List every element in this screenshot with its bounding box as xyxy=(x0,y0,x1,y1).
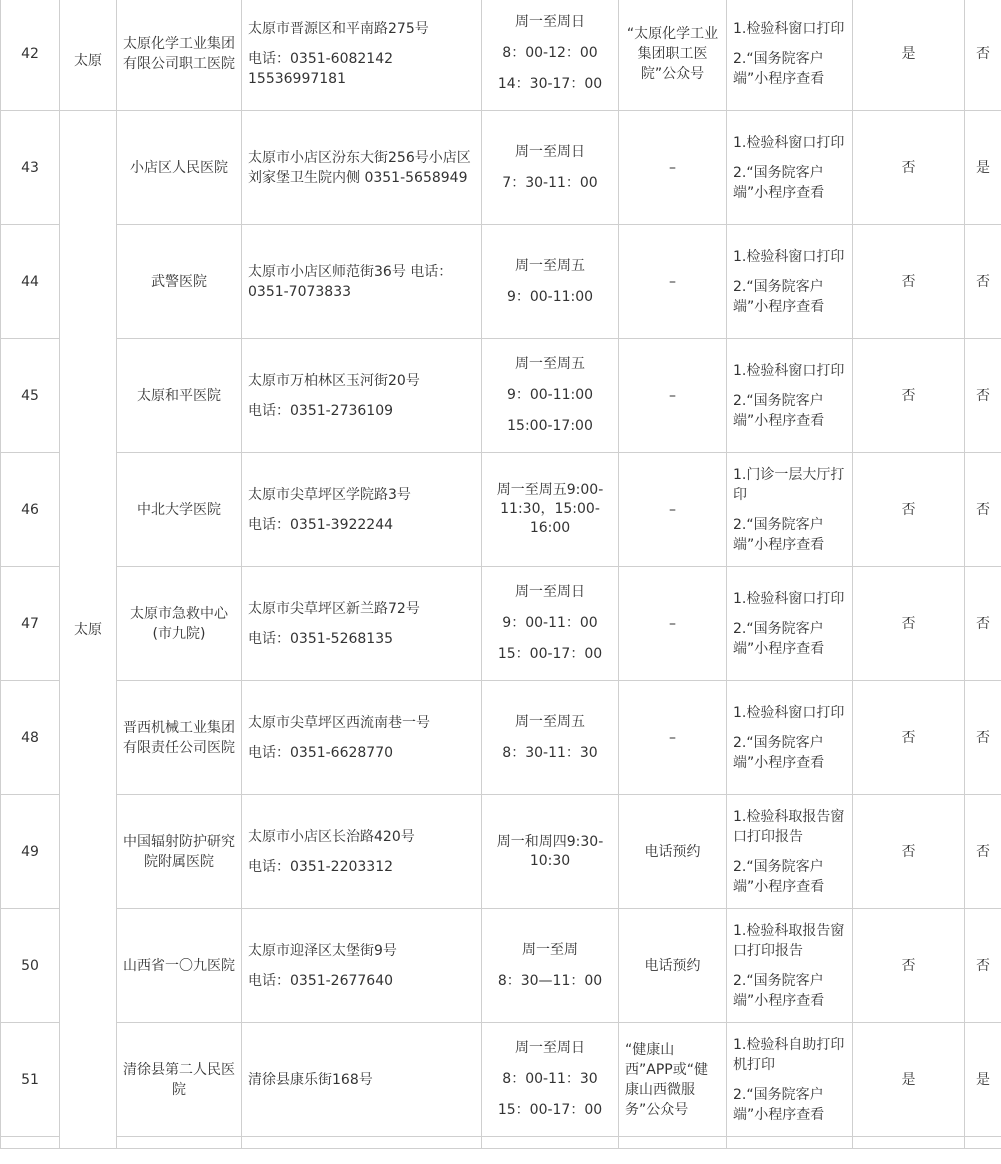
hours-line: 15:00-17:00 xyxy=(507,418,593,434)
hospital-name-cell: 晋西机械工业集团有限责任公司医院 xyxy=(117,681,242,795)
booking-cell: “太原化学工业集团职工医院”公众号 xyxy=(619,0,727,111)
address-line: 太原市尖草坪区学院路3号 xyxy=(248,486,411,503)
report-method-cell xyxy=(727,1023,853,1137)
address-line: 电话：0351-5268135 xyxy=(248,630,394,647)
address-cell xyxy=(242,681,482,795)
hours-cell xyxy=(482,0,619,111)
address-line: 太原市小店区汾东大街256号小店区刘家堡卫生院内侧 0351-5658949 xyxy=(248,149,471,186)
booking-cell: – xyxy=(619,339,727,453)
method-line: 2.“国务院客户端”小程序查看 xyxy=(733,734,825,771)
method-line: 2.“国务院客户端”小程序查看 xyxy=(733,972,825,1009)
flag-cell: 是 xyxy=(853,0,965,111)
hours-cell xyxy=(482,225,619,339)
row-number-cell: 42 xyxy=(1,0,60,111)
booking-cell: – xyxy=(619,681,727,795)
report-method-cell xyxy=(727,0,853,111)
row-number-cell: 46 xyxy=(1,453,60,567)
row-number-cell: 50 xyxy=(1,909,60,1023)
flag-cell: 是 xyxy=(965,1023,1001,1137)
method-line: 1.检验科窗口打印 xyxy=(733,362,845,379)
method-line: 1.门诊一层大厅打印 xyxy=(733,466,845,503)
hours-line: 周一至周日 xyxy=(515,1040,585,1056)
address-cell xyxy=(242,453,482,567)
hours-cell xyxy=(482,681,619,795)
hours-line: 8：30-11：30 xyxy=(502,744,598,761)
flag-cell: 否 xyxy=(965,795,1001,909)
flag-cell: 否 xyxy=(965,909,1001,1023)
flag-cell: 否 xyxy=(853,453,965,567)
method-line: 1.检验科窗口打印 xyxy=(733,590,845,607)
hours-line: 周一至周五 xyxy=(515,356,585,372)
hours-line: 8：00-11：30 xyxy=(502,1071,598,1087)
hours-line: 周一至周日 xyxy=(515,584,585,600)
flag-cell: 否 xyxy=(853,111,965,225)
address-cell xyxy=(242,0,482,111)
hours-line: 9：00-11:00 xyxy=(506,387,594,403)
address-line: 清徐县康乐街168号 xyxy=(248,1071,373,1088)
hours-cell xyxy=(482,795,619,909)
empty-cell xyxy=(727,1137,853,1149)
flag-cell: 否 xyxy=(853,795,965,909)
hours-line: 15：00-17：00 xyxy=(497,646,603,662)
method-line: 2.“国务院客户端”小程序查看 xyxy=(733,50,825,87)
address-line: 电话：0351-2203312 xyxy=(248,858,394,875)
hours-cell xyxy=(482,1023,619,1137)
hours-line: 周一和周四9:30-10:30 xyxy=(496,833,604,869)
table-row xyxy=(1,1137,1001,1149)
address-line: 电话：0351-3922244 xyxy=(248,516,394,533)
empty-cell xyxy=(1,1137,60,1149)
address-cell xyxy=(242,1023,482,1137)
hospital-name-cell: 太原市急救中心(市九院) xyxy=(117,567,242,681)
flag-cell: 否 xyxy=(853,681,965,795)
empty-cell xyxy=(619,1137,727,1149)
flag-cell: 否 xyxy=(853,339,965,453)
report-method-cell xyxy=(727,909,853,1023)
city-cell xyxy=(60,111,117,1149)
table-row xyxy=(1,909,1001,1023)
report-method-cell xyxy=(727,339,853,453)
row-number-cell: 45 xyxy=(1,339,60,453)
flag-cell: 是 xyxy=(965,111,1001,225)
hours-line: 周一至周五 xyxy=(515,257,585,274)
flag-cell: 是 xyxy=(853,1023,965,1137)
address-line: 太原市晋源区和平南路275号 xyxy=(248,20,429,37)
empty-cell xyxy=(965,1137,1001,1149)
city-label: 太原 xyxy=(74,621,102,638)
flag-cell: 否 xyxy=(965,453,1001,567)
booking-cell: – xyxy=(619,453,727,567)
booking-cell: – xyxy=(619,225,727,339)
row-number-cell: 49 xyxy=(1,795,60,909)
address-cell xyxy=(242,225,482,339)
hours-line: 周一至周 xyxy=(522,941,578,958)
hospital-name-cell: 武警医院 xyxy=(117,225,242,339)
report-method-cell xyxy=(727,567,853,681)
address-line: 太原市尖草坪区新兰路72号 xyxy=(248,600,420,617)
method-line: 1.检验科窗口打印 xyxy=(733,704,845,721)
report-method-cell xyxy=(727,795,853,909)
empty-cell xyxy=(117,1137,242,1149)
flag-cell: 否 xyxy=(853,225,965,339)
hospital-name-cell: 清徐县第二人民医院 xyxy=(117,1023,242,1137)
report-method-cell xyxy=(727,681,853,795)
hours-line: 9：00-11:00 xyxy=(506,288,594,305)
report-method-cell xyxy=(727,111,853,225)
booking-cell: 电话预约 xyxy=(619,795,727,909)
row-number-cell: 44 xyxy=(1,225,60,339)
address-cell xyxy=(242,795,482,909)
method-line: 2.“国务院客户端”小程序查看 xyxy=(733,620,825,657)
address-line: 太原市小店区师范街36号 电话：0351-7073833 xyxy=(248,263,453,300)
table-body xyxy=(1,0,1001,1149)
hours-line: 8：00-12：00 xyxy=(502,45,598,61)
address-cell xyxy=(242,111,482,225)
hours-cell xyxy=(482,111,619,225)
hours-line: 周一至周五9:00-11:30，15:00-16:00 xyxy=(496,482,604,536)
address-cell xyxy=(242,339,482,453)
hospital-name-cell: 太原和平医院 xyxy=(117,339,242,453)
address-line: 太原市万柏林区玉河街20号 xyxy=(248,372,420,389)
address-line: 太原市尖草坪区西流南巷一号 xyxy=(248,714,430,731)
city-label: 太原 xyxy=(74,52,102,69)
method-line: 1.检验科窗口打印 xyxy=(733,20,845,37)
method-line: 2.“国务院客户端”小程序查看 xyxy=(733,516,825,553)
flag-cell: 否 xyxy=(853,909,965,1023)
report-method-cell xyxy=(727,225,853,339)
booking-cell: – xyxy=(619,111,727,225)
row-number-cell: 43 xyxy=(1,111,60,225)
table-row xyxy=(1,567,1001,681)
booking-cell: 电话预约 xyxy=(619,909,727,1023)
method-line: 1.检验科窗口打印 xyxy=(733,248,845,265)
address-line: 电话：0351-6628770 xyxy=(248,744,394,761)
method-line: 1.检验科取报告窗口打印报告 xyxy=(733,922,845,959)
hours-cell xyxy=(482,339,619,453)
flag-cell: 否 xyxy=(965,567,1001,681)
row-number-cell: 47 xyxy=(1,567,60,681)
flag-cell: 否 xyxy=(965,339,1001,453)
table-row xyxy=(1,111,1001,225)
table-row xyxy=(1,225,1001,339)
hours-line: 9：00-11：00 xyxy=(502,615,598,631)
table-row xyxy=(1,681,1001,795)
hours-line: 8：30—11：00 xyxy=(497,972,603,989)
address-cell xyxy=(242,567,482,681)
table-row xyxy=(1,795,1001,909)
booking-cell: “健康山西”APP或“健康山西微服务”公众号 xyxy=(619,1023,727,1137)
table-row xyxy=(1,339,1001,453)
row-number-cell: 48 xyxy=(1,681,60,795)
address-line: 电话：0351-6082142 15536997181 xyxy=(248,50,408,87)
table-row xyxy=(1,453,1001,567)
flag-cell: 否 xyxy=(965,0,1001,111)
hospital-name-cell: 小店区人民医院 xyxy=(117,111,242,225)
report-method-cell xyxy=(727,453,853,567)
flag-cell: 否 xyxy=(853,567,965,681)
hours-cell xyxy=(482,909,619,1023)
booking-cell: – xyxy=(619,567,727,681)
method-line: 1.检验科取报告窗口打印报告 xyxy=(733,808,845,845)
address-line: 太原市小店区长治路420号 xyxy=(248,828,415,845)
table-row xyxy=(1,0,1001,111)
method-line: 2.“国务院客户端”小程序查看 xyxy=(733,278,825,315)
method-line: 2.“国务院客户端”小程序查看 xyxy=(733,164,825,201)
empty-cell xyxy=(242,1137,482,1149)
hours-line: 周一至周日 xyxy=(515,14,585,30)
method-line: 2.“国务院客户端”小程序查看 xyxy=(733,392,825,429)
hours-line: 周一至周日 xyxy=(515,143,585,160)
hospital-name-cell: 中北大学医院 xyxy=(117,453,242,567)
method-line: 2.“国务院客户端”小程序查看 xyxy=(733,1086,825,1123)
flag-cell: 否 xyxy=(965,681,1001,795)
hospital-name-cell: 中国辐射防护研究院附属医院 xyxy=(117,795,242,909)
method-line: 1.检验科窗口打印 xyxy=(733,134,845,151)
address-line: 太原市迎泽区太堡街9号 xyxy=(248,942,397,959)
empty-cell xyxy=(482,1137,619,1149)
hours-line: 14：30-17：00 xyxy=(497,76,603,92)
hours-line: 周一至周五 xyxy=(515,713,585,730)
hours-line: 15：00-17：00 xyxy=(497,1102,603,1118)
empty-cell xyxy=(853,1137,965,1149)
hospital-name-cell: 太原化学工业集团有限公司职工医院 xyxy=(117,0,242,111)
hours-cell xyxy=(482,453,619,567)
hospital-name-cell: 山西省一〇九医院 xyxy=(117,909,242,1023)
method-line: 2.“国务院客户端”小程序查看 xyxy=(733,858,825,895)
method-line: 1.检验科自助打印机打印 xyxy=(733,1036,845,1073)
address-cell xyxy=(242,909,482,1023)
address-line: 电话：0351-2736109 xyxy=(248,402,394,419)
address-line: 电话：0351-2677640 xyxy=(248,972,394,989)
hours-line: 7：30-11：00 xyxy=(502,174,598,191)
table-row xyxy=(1,1023,1001,1137)
hours-cell xyxy=(482,567,619,681)
row-number-cell: 51 xyxy=(1,1023,60,1137)
city-cell xyxy=(60,0,117,111)
flag-cell: 否 xyxy=(965,225,1001,339)
